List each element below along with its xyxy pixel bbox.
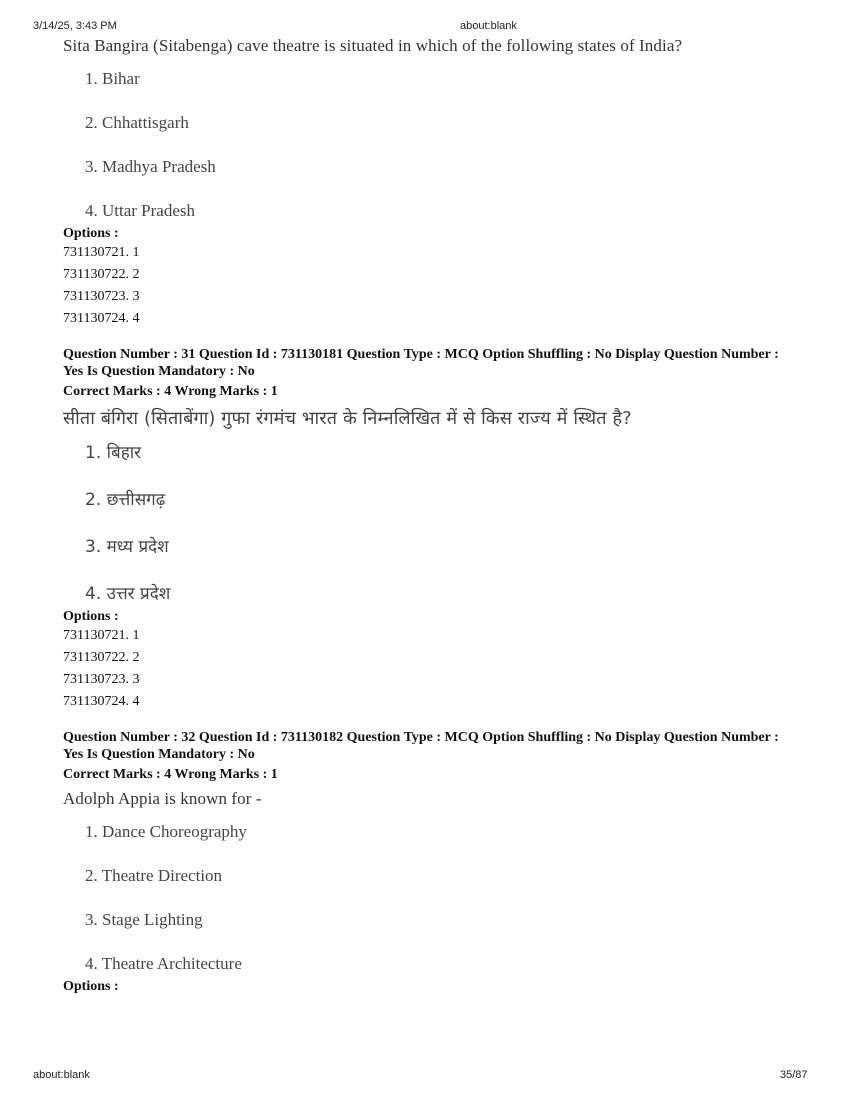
choice-item: 1. बिहार bbox=[85, 443, 142, 463]
choice-item: 4. Theatre Architecture bbox=[85, 954, 242, 973]
print-url: about:blank bbox=[460, 20, 517, 32]
choice-item: 2. छत्तीसगढ़ bbox=[85, 490, 166, 510]
choice-list bbox=[85, 442, 793, 605]
question-text: सीता बंगिरा (सिताबेंगा) गुफा रंगमंच भारत के निम्नलिखित में से किस राज्य में स्थित है? bbox=[63, 408, 632, 429]
option-id: 731130723. 3 bbox=[63, 289, 140, 304]
question-meta: Question Number : 31 Question Id : 731130181 Question Type : MCQ Option Shuffling : No Display Question Number : Yes Is Question Mandatory : No bbox=[63, 347, 779, 379]
option-id: 731130724. 4 bbox=[63, 694, 140, 709]
options-label: Options : bbox=[63, 979, 119, 994]
option-id: 731130724. 4 bbox=[63, 311, 140, 326]
options-label: Options : bbox=[63, 226, 119, 241]
question-marks: Correct Marks : 4 Wrong Marks : 1 bbox=[63, 384, 278, 399]
question-31 bbox=[63, 346, 793, 713]
question-marks: Correct Marks : 4 Wrong Marks : 1 bbox=[63, 767, 278, 782]
page-content bbox=[63, 36, 793, 995]
choice-item: 4. Uttar Pradesh bbox=[85, 201, 196, 220]
choice-item: 2. Theatre Direction bbox=[85, 866, 223, 885]
question-text: Sita Bangira (Sitabenga) cave theatre is situated in which of the following states of India? bbox=[63, 36, 683, 55]
print-datetime: 3/14/25, 3:43 PM bbox=[33, 20, 117, 32]
page-number: 35/87 bbox=[780, 1069, 808, 1081]
choice-item: 3. मध्य प्रदेश bbox=[85, 537, 169, 557]
choice-item: 3. Madhya Pradesh bbox=[85, 157, 216, 176]
option-id: 731130721. 1 bbox=[63, 245, 140, 260]
choice-item: 3. Stage Lighting bbox=[85, 910, 203, 929]
footer-url: about:blank bbox=[33, 1069, 90, 1081]
choice-item: 1. Bihar bbox=[85, 69, 140, 88]
question-text: Adolph Appia is known for - bbox=[63, 789, 262, 808]
choice-list bbox=[85, 821, 793, 975]
option-id: 731130722. 2 bbox=[63, 650, 140, 665]
question-32 bbox=[63, 729, 793, 995]
choice-list bbox=[85, 68, 793, 222]
choice-item: 1. Dance Choreography bbox=[85, 822, 247, 841]
option-id: 731130721. 1 bbox=[63, 628, 140, 643]
question-30 bbox=[63, 36, 793, 330]
options-label: Options : bbox=[63, 609, 119, 624]
question-meta: Question Number : 32 Question Id : 731130182 Question Type : MCQ Option Shuffling : No Display Question Number : Yes Is Question Mandatory : No bbox=[63, 730, 779, 762]
choice-item: 4. उत्तर प्रदेश bbox=[85, 584, 171, 604]
option-id: 731130722. 2 bbox=[63, 267, 140, 282]
choice-item: 2. Chhattisgarh bbox=[85, 113, 189, 132]
option-id: 731130723. 3 bbox=[63, 672, 140, 687]
